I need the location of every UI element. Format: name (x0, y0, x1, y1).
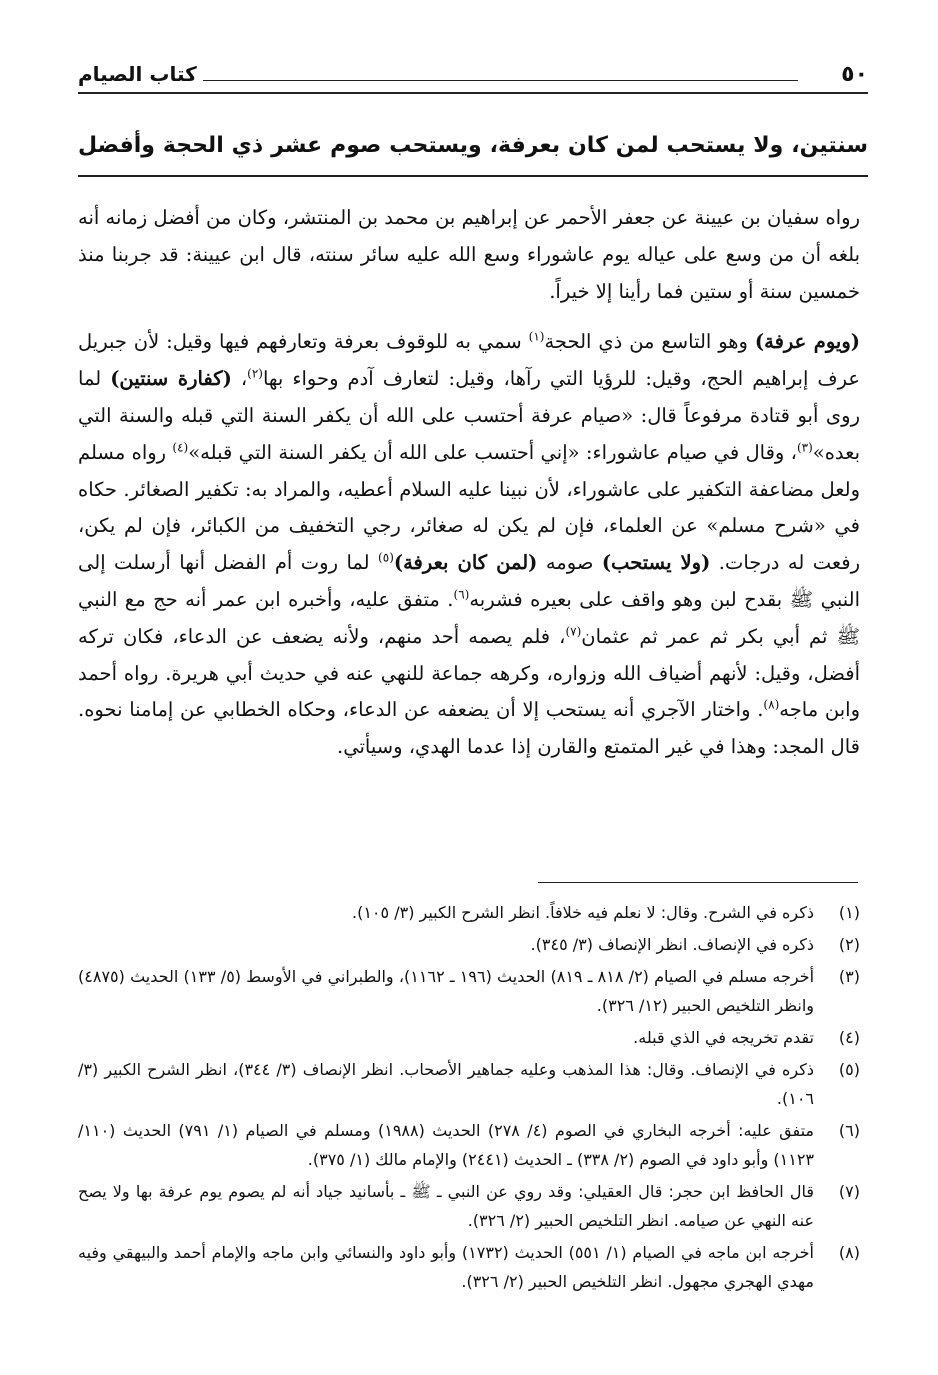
footnote-ref-7: (٧) (565, 624, 582, 639)
matn-divider (78, 175, 868, 177)
footnote-ref-4: (٤) (172, 440, 189, 455)
text-run: لما روى أبو قتادة مرفوعاً قال: «صيام عرفة أحتسب على الله أن يكفر السنة التي قبله والسنة التي بعده» (78, 367, 860, 464)
footnote-text: تقدم تخريجه في الذي قبله. (633, 1028, 814, 1047)
footnote-number: (٨) (838, 1243, 860, 1262)
text-run: رواه مسلم ولعل مضاعفة التكفير على عاشوراء، لأن نبينا عليه السلام أعطيه، والمراد به: تكفير الصغائر. حكاه في «شرح مسلم» عن العلماء، فإن لم يكن له صغائر، رجي التخفيف من الكبائر، فإن لم يكن، رفعت له درجات. (78, 440, 860, 575)
footnote-ref-2: (٢) (247, 366, 263, 381)
text-run: صومه (537, 551, 602, 575)
footnote-item (78, 1177, 860, 1235)
footnote-number: (٤) (838, 1028, 860, 1047)
footnote-item (78, 930, 860, 959)
text-run: لما روت أم الفضل أنها أرسلت إلى النبي ﷺ بقدح لبن وهو واقف على بعيره فشربه (78, 551, 860, 611)
footnote-item (78, 1055, 860, 1113)
footnote-text: ذكره في الإنصاف. انظر الإنصاف (٣/ ٣٤٥). (530, 935, 814, 954)
term-yawm-arafa: (ويوم عرفة) (754, 330, 860, 354)
term-liman-kana-biarafa: (لمن كان بعرفة) (393, 551, 538, 575)
footnote-item (78, 962, 860, 1020)
header-divider (78, 92, 868, 94)
footnote-number: (٥) (838, 1060, 860, 1079)
footnote-item (78, 1238, 860, 1296)
book-title: كتاب الصيام (78, 62, 197, 86)
footnote-ref-5: (٥) (378, 550, 394, 565)
commentary-paragraph-1: رواه سفيان بن عيينة عن جعفر الأحمر عن إبراهيم بن محمد بن المنتشر، وكان من أفضل زمانه أنه بلغه أن من وسع على عياله يوم عاشوراء وسع الله عليه سائر سنته، قال ابن عيينة: قد جربنا منذ خمسين سنة أو ستين فما رأينا إلا خيراً. (78, 206, 860, 303)
text-run: ، فلم يصمه أحد منهم، ولأنه يضعف عن الدعاء، فكان تركه أفضل، وقيل: لأنهم أضياف الله وزواره، وكرهه جماعة للنهي عنه في حديث أبي هريرة. رواه أحمد وابن ماجه (78, 624, 860, 722)
commentary-paragraph-2 (78, 324, 860, 766)
footnote-text: ذكره في الشرح. وقال: لا نعلم فيه خلافاً. انظر الشرح الكبير (٣/ ١٠٥). (352, 903, 814, 922)
footnotes (78, 898, 860, 1299)
footnote-text: أخرجه ابن ماجه في الصيام (١/ ٥٥١) الحديث (١٧٣٢) وأبو داود والنسائي وابن ماجه والإمام أحمد والبيهقي وفيه مهدي الهجري مجهول. انظر التلخيص الحبير (٢/ ٣٢٦). (78, 1243, 814, 1291)
footnote-text: قال الحافظ ابن حجر: قال العقيلي: وقد روي عن النبي ـ ﷺ ـ بأسانيد جياد أنه لم يصوم يوم عرفة بها ولا يصح عنه النهي عن صيامه. انظر التلخيص الحبير (٢/ ٣٢٦). (78, 1182, 814, 1230)
footnote-ref-8: (٨) (763, 697, 780, 712)
term-kaffarat-sanatayn: (كفارة سنتين) (110, 367, 232, 391)
footnote-ref-6: (٦) (453, 587, 470, 602)
header-rule (203, 80, 798, 81)
text-run: ، (231, 367, 248, 391)
page-number: ٥٠ (841, 62, 868, 87)
footnote-divider (538, 882, 858, 883)
text-run: . واختار الآجري أنه يستحب إلا أن يضعفه عن الدعاء، وحكاه الخطابي عن إمامنا نحوه. قال المجد: وهذا في غير المتمتع والقارن إذا عدما الهدي، وسيأتي. (78, 698, 860, 759)
footnote-item (78, 898, 860, 927)
footnote-text: أخرجه مسلم في الصيام (٢/ ٨١٨ ـ ٨١٩) الحديث (١٩٦ ـ ١١٦٢)، والطبراني في الأوسط (٥/ ١٣٣) الحديث (٤٨٧٥) وانظر التلخيص الحبير (١٢/ ٣٢٦). (78, 967, 815, 1015)
footnote-number: (٢) (838, 935, 860, 954)
text-run: ، وقال في صيام عاشوراء: «إني أحتسب على الله أن يكفر السنة التي قبله» (188, 440, 797, 464)
footnote-number: (١) (838, 903, 860, 922)
footnote-number: (٦) (838, 1121, 860, 1140)
footnote-text: متفق عليه: أخرجه البخاري في الصوم (٤/ ٢٧٨) الحديث (١٩٨٨) ومسلم في الصيام (١/ ٧٩١) الحديث (١١٠/ ١١٢٣) وأبو داود في الصوم (٢/ ٣٣٨) ـ الحديث (٢٤٤١) والإمام مالك (١/ ٣٧٥). (78, 1121, 814, 1169)
footnote-item (78, 1116, 860, 1174)
footnote-item (78, 1023, 860, 1052)
footnote-text: ذكره في الإنصاف. وقال: هذا المذهب وعليه جماهير الأصحاب. انظر الإنصاف (٣/ ٣٤٤)، انظر الشرح الكبير (٣/ ١٠٦). (78, 1060, 814, 1108)
footnote-number: (٣) (838, 967, 860, 986)
footnote-ref-3: (٣) (796, 440, 813, 455)
running-header (78, 62, 868, 92)
text-run: . متفق عليه، وأخبره ابن عمر أنه حج مع النبي ﷺ ثم أبي بكر ثم عمر ثم عثمان (78, 587, 861, 648)
term-wala-yustahab: (ولا يستحب) (601, 551, 711, 575)
matn-text: سنتين، ولا يستحب لمن كان بعرفة، ويستحب صوم عشر ذي الحجة وأفضل (78, 133, 868, 158)
footnote-number: (٧) (838, 1182, 860, 1201)
footnote-ref-1: (١) (528, 329, 545, 344)
text-run: سمي به للوقوف بعرفة وتعارفهم فيها وقيل: لأن جبريل عرف إبراهيم الحج، وقيل: للرؤيا التي رآها، وقيل: لتعارف آدم وحواء بها (78, 330, 860, 391)
text-run: وهو التاسع من ذي الحجة (544, 330, 755, 354)
commentary (78, 200, 860, 766)
